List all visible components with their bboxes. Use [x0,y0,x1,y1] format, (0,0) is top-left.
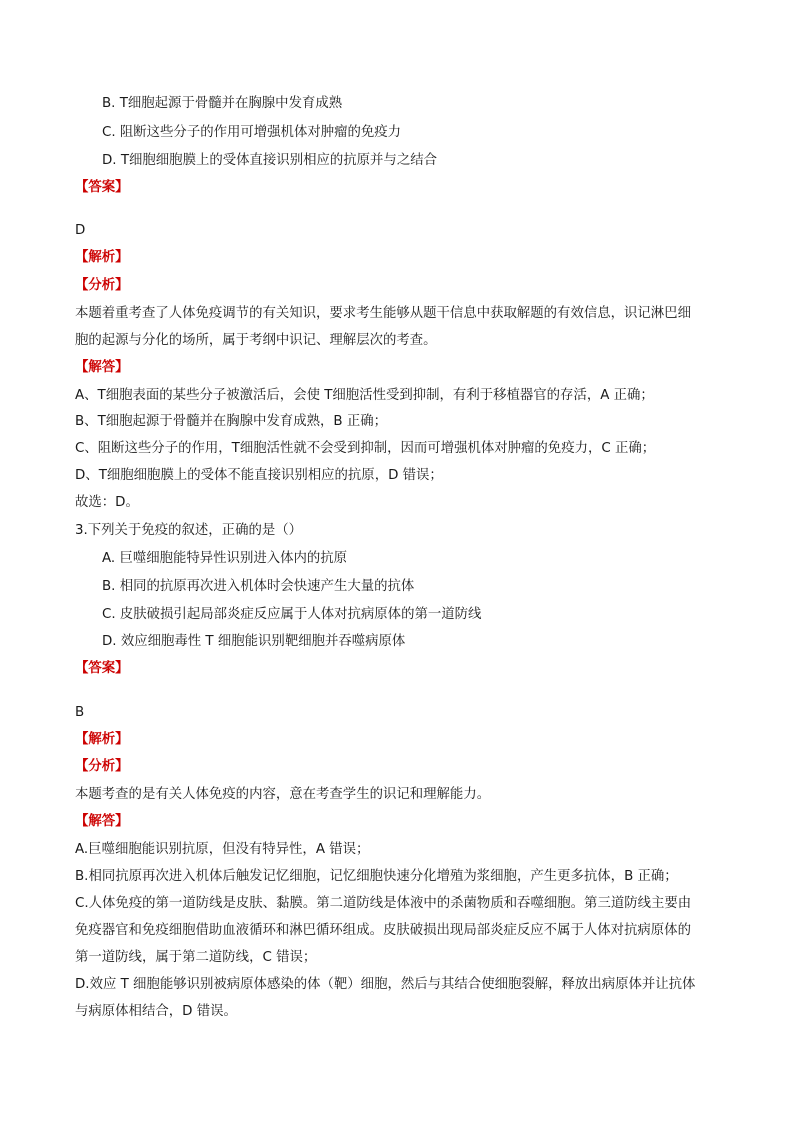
q3-jieda-line-d1: D.效应 T 细胞能够识别被病原体感染的体（靶）细胞，然后与其结合使细胞裂解，释放出病原体并让抗体 [75,977,696,992]
q2-jieda-conclusion: 故选：D。 [75,495,139,510]
q3-fenxi-tag: 【分析】 [75,759,129,774]
q3-jieda-line-a: A.巨噬细胞能识别抗原，但没有特异性，A 错误； [75,842,370,857]
q2-answer-tag: 【答案】 [75,180,129,195]
q2-option-c: C. 阻断这些分子的作用可增强机体对肿瘤的免疫力 [102,125,402,140]
q2-fenxi-line-2: 胞的起源与分化的场所，属于考纲中识记、理解层次的考查。 [75,333,437,348]
q2-jiexi-tag: 【解析】 [75,250,129,265]
q2-jieda-line-b: B、T细胞起源于骨髓并在胸腺中发育成熟，B 正确； [75,414,388,429]
q2-answer: D [75,223,86,238]
q2-jieda-line-d: D、T细胞细胞膜上的受体不能直接识别相应的抗原，D 错误； [75,468,443,483]
q3-option-c: C. 皮肤破损引起局部炎症反应属于人体对抗病原体的第一道防线 [102,607,482,622]
q3-jieda-line-b: B.相同抗原再次进入机体后触发记忆细胞，记忆细胞快速分化增殖为浆细胞，产生更多抗体，B 正确； [75,869,678,884]
q2-fenxi-line-1: 本题着重考查了人体免疫调节的有关知识，要求考生能够从题干信息中获取解题的有效信息，识记淋巴细 [75,306,691,321]
q2-jieda-line-a: A、T细胞表面的某些分子被激活后，会使 T细胞活性受到抑制，有利于移植器官的存活，A 正确； [75,388,654,403]
q2-jieda-tag: 【解答】 [75,360,129,375]
q3-fenxi-line-1: 本题考查的是有关人体免疫的内容，意在考查学生的识记和理解能力。 [75,787,491,802]
q3-jieda-tag: 【解答】 [75,814,129,829]
q2-fenxi-tag: 【分析】 [75,278,129,293]
q2-option-d: D. T细胞细胞膜上的受体直接识别相应的抗原并与之结合 [102,153,437,168]
q3-jieda-line-c3: 第一道防线，属于第二道防线，C 错误； [75,950,317,965]
q3-jieda-line-c2: 免疫器官和免疫细胞借助血液循环和淋巴循环组成。皮肤破损出现局部炎症反应不属于人体对抗病原体的 [75,923,691,938]
q3-stem: 3.下列关于免疫的叙述，正确的是（） [75,523,303,538]
q3-answer-tag: 【答案】 [75,661,129,676]
q3-answer: B [75,705,85,720]
q3-jieda-line-d2: 与病原体相结合，D 错误。 [75,1004,237,1019]
q2-jieda-line-c: C、阻断这些分子的作用，T细胞活性就不会受到抑制，因而可增强机体对肿瘤的免疫力，C 正确； [75,441,656,456]
q3-option-b: B. 相同的抗原再次进入机体时会快速产生大量的抗体 [102,579,415,594]
q3-option-a: A. 巨噬细胞能特异性识别进入体内的抗原 [102,551,348,566]
q2-option-b: B. T细胞起源于骨髓并在胸腺中发育成熟 [102,96,343,111]
q3-jieda-line-c1: C.人体免疫的第一道防线是皮肤、黏膜。第二道防线是体液中的杀菌物质和吞噬细胞。第三道防线主要由 [75,896,692,911]
q3-option-d: D. 效应细胞毒性 T 细胞能识别靶细胞并吞噬病原体 [102,634,406,649]
q3-jiexi-tag: 【解析】 [75,732,129,747]
